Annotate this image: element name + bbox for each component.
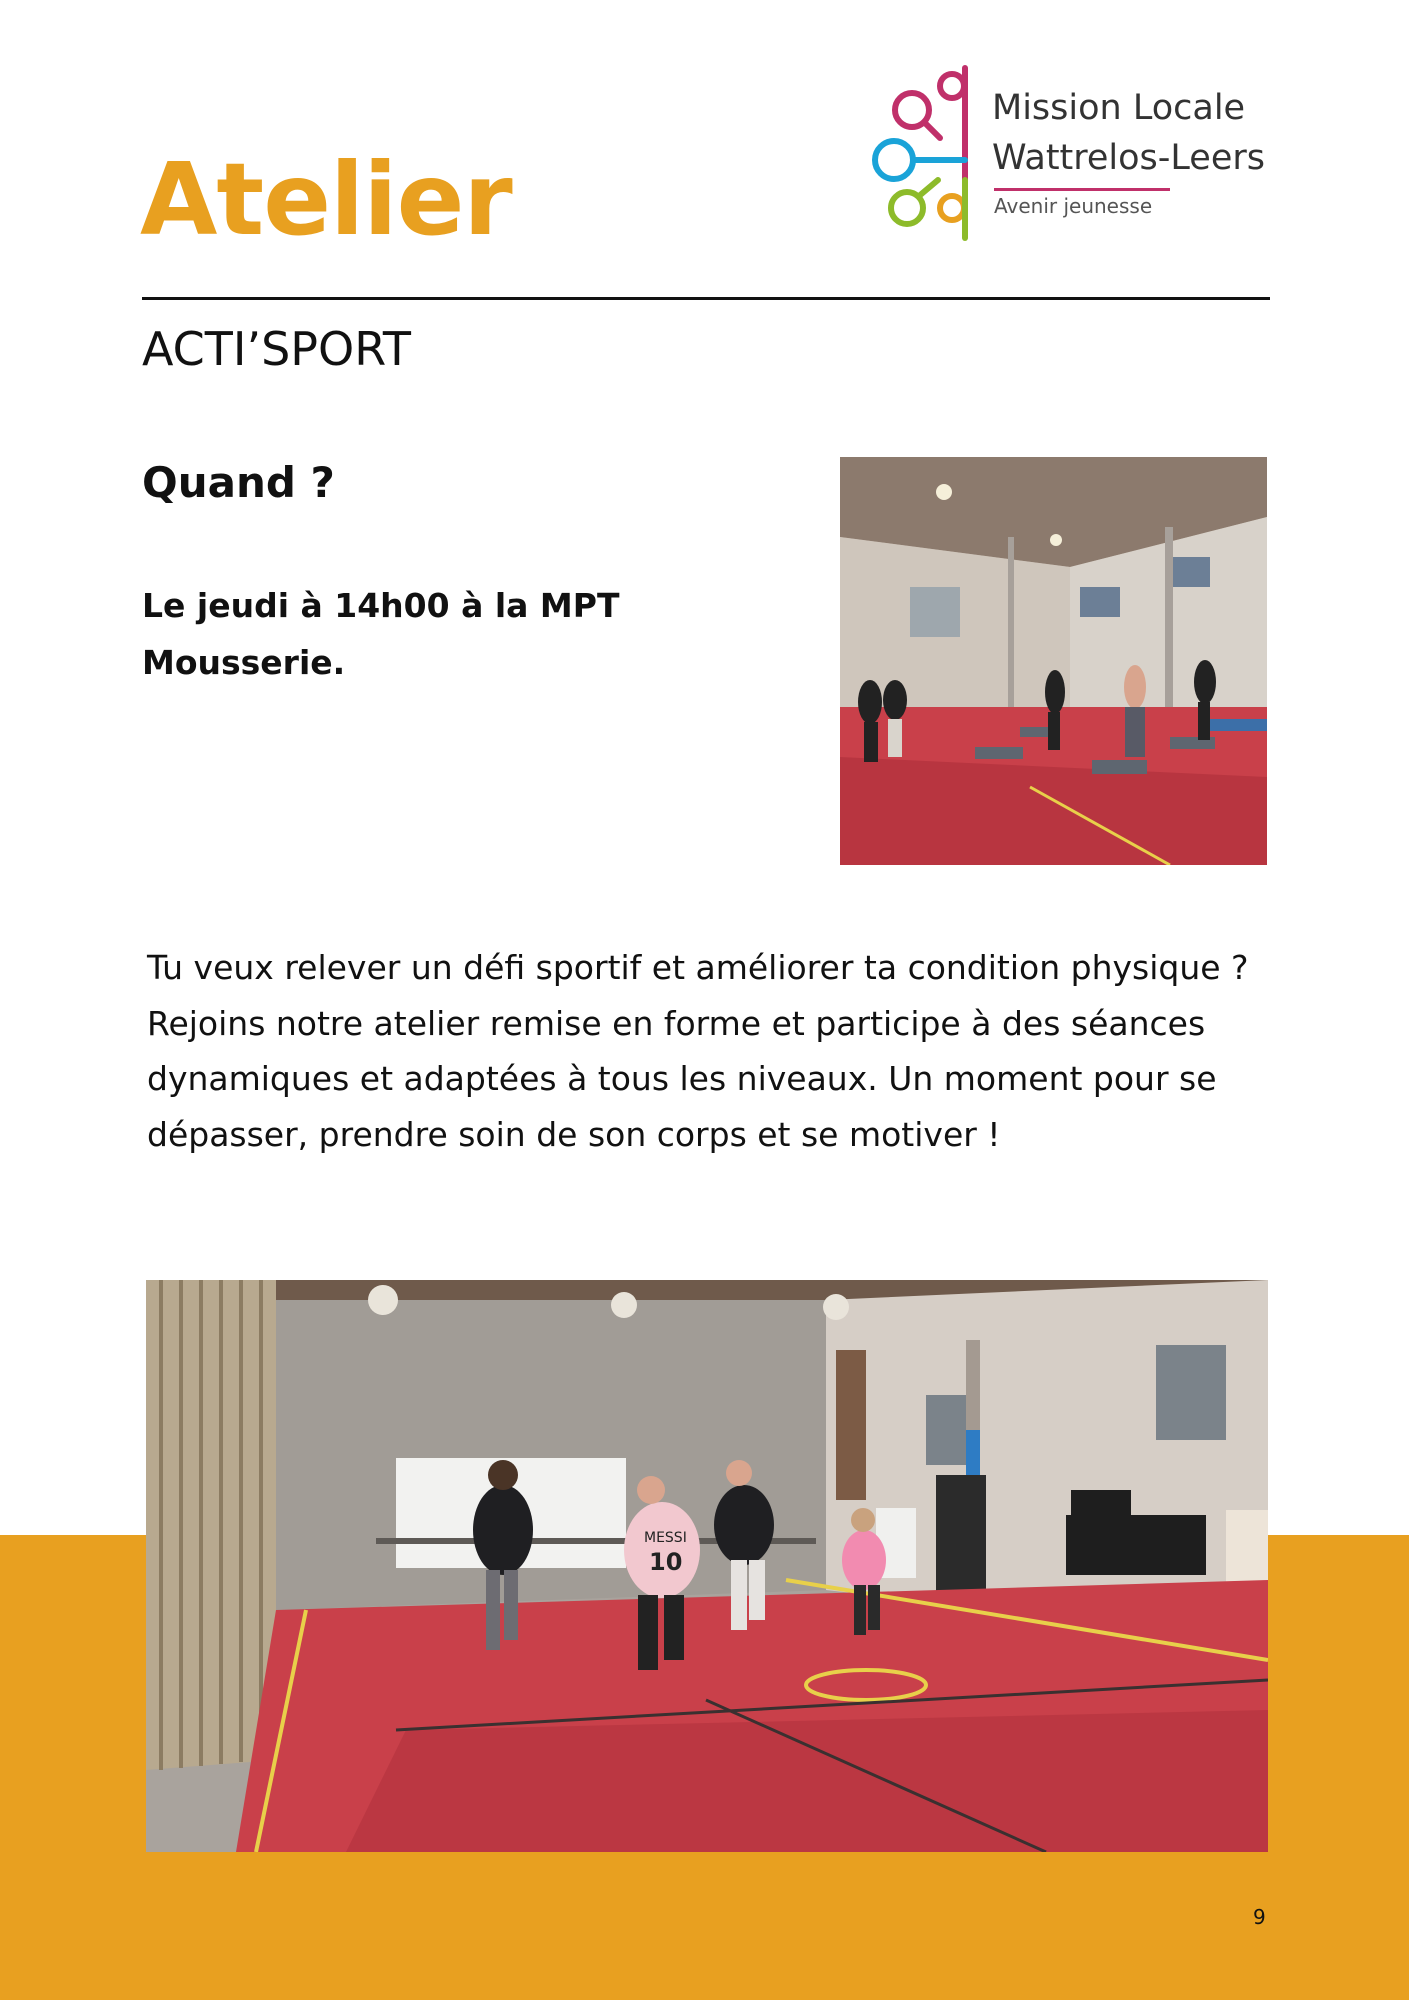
gym-photo-step-exercise: [840, 457, 1267, 865]
logo-mark-icon: [862, 60, 992, 245]
description-paragraph: Tu veux relever un défi sportif et améliorer ta condition physique ? Rejoins notre atelier remise en forme et participe à des séances dynamiques et adaptées à tous les niveaux. Un moment pour se dépasser, prendre soin de son corps et se motiver !: [147, 948, 1249, 1154]
logo-divider: [994, 188, 1170, 191]
logo-name-line1: Mission Locale: [992, 88, 1246, 128]
jersey-text: MESSI: [644, 1530, 687, 1546]
gym-photo-running-group: [146, 1280, 1268, 1852]
logo-name-line2: Wattrelos-Leers: [992, 138, 1265, 178]
when-text: Le jeudi à 14h00 à la MPT Mousserie.: [142, 586, 620, 682]
header-divider: [142, 297, 1270, 300]
logo-tagline: Avenir jeunesse: [994, 194, 1153, 218]
page-title: Atelier: [140, 141, 512, 258]
logo: [862, 60, 1322, 245]
page-subtitle: ACTI’SPORT: [142, 322, 411, 376]
page-number: 9: [1253, 1905, 1266, 1929]
jersey-number: 10: [649, 1548, 683, 1576]
when-heading: Quand ?: [142, 458, 335, 507]
